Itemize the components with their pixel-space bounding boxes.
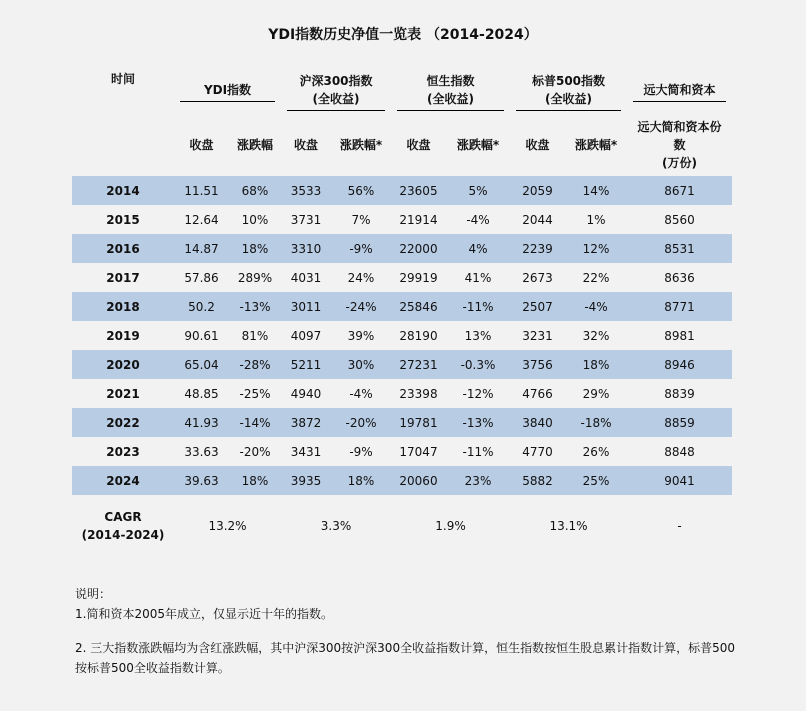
- cell-year: 2015: [106, 212, 140, 227]
- cell-ydi-chg: -20%: [239, 444, 271, 459]
- cell-hsi-chg: -12%: [462, 386, 494, 401]
- header-ydi-label: YDI指数: [180, 81, 275, 102]
- cell-ydi-close: 57.86: [184, 270, 219, 285]
- cell-hs-chg: -24%: [331, 292, 391, 321]
- cell-hs-close: 3011: [281, 292, 331, 321]
- header-group-row: [72, 68, 732, 114]
- cell-sp-chg: -18%: [565, 408, 627, 437]
- cagr-sp500: 13.1%: [549, 519, 588, 533]
- cell-sp-chg: 14%: [565, 176, 627, 205]
- table-row: [72, 292, 732, 321]
- sub-hs-change: 涨跌幅*: [339, 138, 383, 152]
- cell-sp-chg: 29%: [582, 386, 610, 401]
- sub-shares-line1: 远大简和资本份: [637, 120, 722, 134]
- cell-hs-close: 3533: [281, 176, 331, 205]
- cell-sp-close: 3231: [522, 328, 553, 343]
- header-hsi-label: [397, 72, 504, 111]
- cell-ydi-chg: 289%: [237, 270, 273, 285]
- cagr-hsi: 1.9%: [435, 519, 466, 533]
- cell-hsi-chg: -11%: [446, 292, 510, 321]
- cagr-label-line1: CAGR: [104, 510, 142, 524]
- cell-sp-chg: -4%: [565, 292, 627, 321]
- cell-hsi-chg: -4%: [466, 212, 490, 227]
- cell-sp-chg: 22%: [582, 270, 610, 285]
- table-row: [72, 234, 732, 263]
- sub-ydi-change: 涨跌幅: [236, 138, 273, 152]
- cell-hs-chg: 30%: [331, 350, 391, 379]
- cell-year: 2019: [106, 328, 140, 343]
- table-row: [72, 263, 732, 292]
- sub-hsi-close: 收盘: [406, 138, 431, 152]
- cell-hs-close: 4097: [290, 328, 322, 343]
- cell-hsi-close: 23398: [399, 386, 438, 401]
- cagr-row: [72, 495, 732, 557]
- cell-sp-close: 3840: [510, 408, 565, 437]
- cell-shares: 8981: [664, 328, 695, 343]
- cell-hs-chg: -20%: [331, 408, 391, 437]
- note-1: 1.简和资本2005年成立，仅显示近十年的指数。: [75, 607, 333, 621]
- cell-shares: 8946: [627, 350, 732, 379]
- cell-hsi-chg: -11%: [462, 444, 494, 459]
- cell-sp-chg: 18%: [565, 350, 627, 379]
- nav-table: [72, 68, 732, 557]
- header-hsi-line2: (全收益): [427, 91, 474, 106]
- cell-hsi-chg: -13%: [446, 408, 510, 437]
- cell-year: 2018: [72, 292, 174, 321]
- header-hsi: [391, 68, 510, 114]
- sub-shares: [627, 114, 732, 176]
- page-title: YDI指数历史净值一览表 （2014-2024）: [268, 27, 538, 43]
- sub-hsi-change: 涨跌幅*: [456, 138, 500, 152]
- header-sp500: [510, 68, 627, 114]
- cell-ydi-chg: -14%: [229, 408, 281, 437]
- cell-hsi-chg: -0.3%: [446, 350, 510, 379]
- table-row: [72, 176, 732, 205]
- header-hsi-line1: 恒生指数: [426, 73, 475, 88]
- table-row: [72, 379, 732, 408]
- cell-hs-chg: -9%: [331, 234, 391, 263]
- cell-hs-close: 3935: [281, 466, 331, 495]
- cell-year: 2023: [106, 444, 140, 459]
- cell-shares: 9041: [627, 466, 732, 495]
- header-sp500-line2: (全收益): [545, 91, 592, 106]
- cell-sp-close: 2673: [522, 270, 553, 285]
- cell-sp-chg: 32%: [582, 328, 610, 343]
- cell-hs-close: 4031: [290, 270, 322, 285]
- cell-year: 2021: [106, 386, 140, 401]
- cell-hs-close: 3872: [281, 408, 331, 437]
- cell-shares: 8671: [627, 176, 732, 205]
- header-ydi: [174, 68, 281, 114]
- header-hs300-line2: (全收益): [312, 91, 360, 106]
- cell-ydi-close: 14.87: [174, 234, 229, 263]
- cell-hsi-close: 27231: [391, 350, 446, 379]
- cell-hs-close: 3431: [290, 444, 322, 459]
- notes-heading: 说明：: [75, 587, 112, 601]
- cell-shares: 8531: [627, 234, 732, 263]
- cell-hs-chg: 39%: [347, 328, 375, 343]
- cell-ydi-chg: -25%: [239, 386, 271, 401]
- cell-sp-close: 4766: [522, 386, 553, 401]
- cell-hsi-close: 20060: [391, 466, 446, 495]
- cell-hsi-close: 17047: [399, 444, 438, 459]
- cell-sp-chg: 12%: [565, 234, 627, 263]
- cell-shares: 8839: [664, 386, 695, 401]
- cell-hsi-chg: 5%: [446, 176, 510, 205]
- cell-ydi-chg: 10%: [241, 212, 269, 227]
- table-row: [72, 350, 732, 379]
- cell-ydi-close: 50.2: [174, 292, 229, 321]
- cell-year: 2014: [72, 176, 174, 205]
- cell-shares: 8560: [664, 212, 695, 227]
- table-body: [72, 176, 732, 495]
- cell-year: 2020: [72, 350, 174, 379]
- header-sp500-line1: 标普500指数: [531, 73, 606, 88]
- cell-sp-close: 5882: [510, 466, 565, 495]
- cell-year: 2017: [106, 270, 140, 285]
- sub-shares-line2: 数: [673, 138, 686, 152]
- cagr-label-line2: (2014-2024): [81, 528, 165, 542]
- cell-sp-close: 2507: [510, 292, 565, 321]
- cell-ydi-close: 48.85: [184, 386, 219, 401]
- notes: [75, 584, 745, 678]
- table-row: [72, 321, 732, 350]
- cagr-ydi: 13.2%: [208, 519, 247, 533]
- sub-hs-close: 收盘: [293, 138, 318, 152]
- header-capital: [627, 68, 732, 114]
- cell-shares: 8859: [627, 408, 732, 437]
- note-2: 2. 三大指数涨跌幅均为含红涨跌幅，其中沪深300按沪深300全收益指数计算，恒生指数按恒生股息累计指数计算，标普500按标普500全收益指数计算。: [75, 641, 735, 675]
- table-row: [72, 437, 732, 466]
- sub-shares-line3: (万份): [662, 156, 697, 170]
- cell-sp-chg: 25%: [565, 466, 627, 495]
- cagr-label: [72, 495, 174, 557]
- header-sp500-label: [516, 72, 621, 111]
- table-row: [72, 205, 732, 234]
- cell-sp-chg: 1%: [586, 212, 606, 227]
- cell-hs-chg: 18%: [331, 466, 391, 495]
- cell-ydi-chg: -13%: [229, 292, 281, 321]
- header-hs300-line1: 沪深300指数: [299, 73, 373, 88]
- cell-ydi-close: 90.61: [184, 328, 219, 343]
- cell-hs-chg: 24%: [347, 270, 375, 285]
- sub-sp-change: 涨跌幅*: [574, 138, 618, 152]
- cell-sp-close: 2239: [510, 234, 565, 263]
- cell-hsi-close: 29919: [399, 270, 438, 285]
- header-capital-label: 远大简和资本: [633, 81, 726, 102]
- cell-hs-chg: -4%: [349, 386, 373, 401]
- cell-sp-close: 3756: [510, 350, 565, 379]
- cell-ydi-close: 33.63: [184, 444, 219, 459]
- cell-hsi-chg: 13%: [464, 328, 492, 343]
- cell-ydi-chg: 18%: [229, 234, 281, 263]
- cell-hsi-chg: 4%: [446, 234, 510, 263]
- cell-ydi-close: 65.04: [174, 350, 229, 379]
- cagr-shares: -: [677, 519, 682, 533]
- cell-hsi-close: 21914: [399, 212, 438, 227]
- table-row: [72, 466, 732, 495]
- cell-hs-close: 5211: [281, 350, 331, 379]
- cell-ydi-chg: 68%: [229, 176, 281, 205]
- cell-hs-chg: 56%: [331, 176, 391, 205]
- cell-hs-close: 3310: [281, 234, 331, 263]
- cell-hsi-chg: 23%: [446, 466, 510, 495]
- cell-hsi-close: 25846: [391, 292, 446, 321]
- cell-hs-chg: 7%: [351, 212, 371, 227]
- cell-shares: 8771: [627, 292, 732, 321]
- cell-ydi-chg: -28%: [229, 350, 281, 379]
- cell-ydi-close: 11.51: [174, 176, 229, 205]
- cell-sp-close: 2044: [522, 212, 553, 227]
- cell-hsi-close: 19781: [391, 408, 446, 437]
- cagr-hs300: 3.3%: [320, 519, 352, 533]
- cell-ydi-chg: 18%: [229, 466, 281, 495]
- table-row: [72, 408, 732, 437]
- cell-year: 2024: [72, 466, 174, 495]
- cell-ydi-close: 12.64: [184, 212, 219, 227]
- header-hs300: [281, 68, 391, 114]
- cell-hs-chg: -9%: [349, 444, 373, 459]
- cell-year: 2022: [72, 408, 174, 437]
- cell-sp-close: 4770: [522, 444, 553, 459]
- cell-hsi-chg: 41%: [464, 270, 492, 285]
- cell-hsi-close: 23605: [391, 176, 446, 205]
- sub-ydi-close: 收盘: [189, 138, 214, 152]
- cell-hs-close: 4940: [290, 386, 322, 401]
- cell-sp-close: 2059: [510, 176, 565, 205]
- cell-shares: 8848: [664, 444, 695, 459]
- cell-sp-chg: 26%: [582, 444, 610, 459]
- cell-hs-close: 3731: [290, 212, 322, 227]
- cell-year: 2016: [72, 234, 174, 263]
- header-hs300-label: [287, 72, 385, 111]
- cell-ydi-close: 41.93: [174, 408, 229, 437]
- cell-hsi-close: 22000: [391, 234, 446, 263]
- cell-hsi-close: 28190: [399, 328, 438, 343]
- sub-sp-close: 收盘: [525, 138, 550, 152]
- header-time: 时间: [110, 72, 135, 86]
- cell-ydi-close: 39.63: [174, 466, 229, 495]
- cell-shares: 8636: [664, 270, 695, 285]
- cell-ydi-chg: 81%: [241, 328, 269, 343]
